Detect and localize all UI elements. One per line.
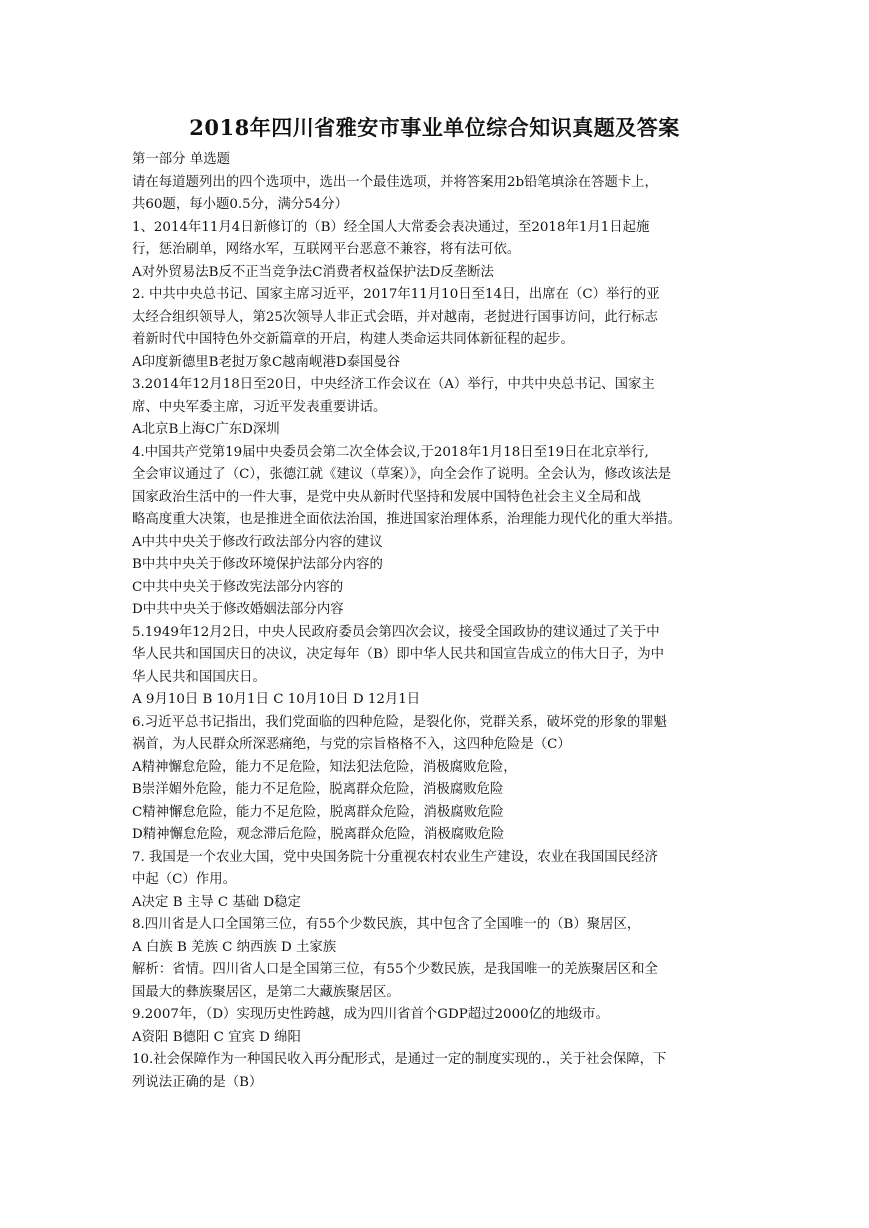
text-line: A 白族 B 羌族 C 纳西族 D 土家族 <box>132 939 337 955</box>
text-line: 1、2014年11月4日新修订的（B）经全国人大常委会表决通过，至2018年1月1日起施 <box>132 219 650 235</box>
text-line: 太经合组织领导人，第25次领导人非正式会晤，并对越南，老挝进行国事访问，此行标志 <box>132 309 658 325</box>
text-line: A北京B上海C广东D深圳 <box>132 422 280 437</box>
text-line: 国最大的彝族聚居区，是第二大藏族聚居区。 <box>132 984 400 1000</box>
text-line: A精神懈怠危险，能力不足危险，知法犯法危险，消极腐败危险， <box>132 759 517 775</box>
text-line: A对外贸易法B反不正当竞争法C消费者权益保护法D反垄断法 <box>132 264 494 280</box>
text-line: 5.1949年12月2日，中央人民政府委员会第四次会议，接受全国政协的建议通过了关于中 <box>132 624 660 640</box>
text-line: 祸首，为人民群众所深恶痛绝，与党的宗旨格格不入，这四种危险是（C） <box>132 737 571 752</box>
text-line: 4.中国共产党第19届中央委员会第二次全体会议,于2018年1月18日至19日在北京举行, <box>132 444 649 460</box>
text-line: A资阳 B德阳 C 宜宾 D 绵阳 <box>132 1029 301 1045</box>
text-line: 席、中央军委主席，习近平发表重要讲话。 <box>132 399 387 415</box>
text-line: 7. 我国是一个农业大国，党中央国务院十分重视农村农业生产建设，农业在我国国民经济 <box>132 849 658 865</box>
text-line: 6.习近平总书记指出，我们党面临的四种危险，是裂化你，党群关系，破坏党的形象的罪魁 <box>132 714 668 730</box>
text-line: 华人民共和国国庆日。 <box>132 669 266 685</box>
text-line: 3.2014年12月18日至20日，中央经济工作会议在（A）举行，中共中央总书记、国家主 <box>132 377 655 392</box>
text-line: A 9月10日 B 10月1日 C 10月10日 D 12月1日 <box>132 692 421 707</box>
document-body <box>132 149 744 1094</box>
text-line: 第一部分 单选题 <box>132 152 230 167</box>
text-line: 略高度重大决策，也是推进全面依法治国，推进国家治理体系，治理能力现代化的重大举措。 <box>132 512 682 527</box>
document-title: 2018年四川省雅安市事业单位综合知识真题及答案 <box>189 115 680 140</box>
text-line: 华人民共和国国庆日的决议，决定每年（B）即中华人民共和国宣告成立的伟大日子，为中 <box>132 647 665 662</box>
text-line: 列说法正确的是（B） <box>132 1074 263 1090</box>
text-line: C中共中央关于修改宪法部分内容的 <box>132 579 344 595</box>
text-line: 行，惩治刷单，网络水军，互联网平台恶意不兼容，将有法可依。 <box>132 242 521 257</box>
text-line: 全会审议通过了（C），张德江就《建议（草案）》，向全会作了说明。全会认为，修改该法是 <box>132 467 672 482</box>
text-line: C精神懈怠危险，能力不足危险，脱离群众危险，消极腐败危险 <box>132 804 504 820</box>
text-line: 国家政治生活中的一件大事，是党中央从新时代坚持和发展中国特色社会主义全局和战 <box>132 489 641 505</box>
text-line: B中共中央关于修改环境保护法部分内容的 <box>132 557 383 572</box>
text-line: 8.四川省是人口全国第三位，有55个少数民族，其中包含了全国唯一的（B）聚居区， <box>132 917 641 932</box>
text-line: A决定 B 主导 C 基础 D稳定 <box>132 894 301 910</box>
text-line: 着新时代中国特色外交新篇章的开启，构建人类命运共同体新征程的起步。 <box>132 332 574 347</box>
text-line: A印度新德里B老挝万象C越南岘港D泰国曼谷 <box>132 354 401 370</box>
text-line: 中起（C）作用。 <box>132 872 236 887</box>
text-line: B崇洋媚外危险，能力不足危险，脱离群众危险，消极腐败危险 <box>132 782 504 797</box>
text-line: D中共中央关于修改婚姻法部分内容 <box>132 602 344 617</box>
text-line: 9.2007年，（D）实现历史性跨越，成为四川省首个GDP超过2000亿的地级市。 <box>132 1007 609 1022</box>
text-line: 共60题，每小题0.5分，满分54分） <box>132 197 349 212</box>
text-line: 解析：省情。四川省人口是全国第三位，有55个少数民族，是我国唯一的羌族聚居区和全 <box>132 962 658 977</box>
text-line: 2. 中共中央总书记、国家主席习近平，2017年11月10日至14日，出席在（C）举行的亚 <box>132 287 660 302</box>
text-line: D精神懈怠危险，观念滞后危险，脱离群众危险，消极腐败危险 <box>132 827 505 842</box>
text-line: A中共中央关于修改行政法部分内容的建议 <box>132 534 383 550</box>
text-line: 请在每道题列出的四个选项中，选出一个最佳选项，并将答案用2b铅笔填涂在答题卡上， <box>132 174 658 190</box>
text-line: 10.社会保障作为一种国民收入再分配形式，是通过一定的制度实现的.，关于社会保障，下 <box>132 1052 667 1067</box>
